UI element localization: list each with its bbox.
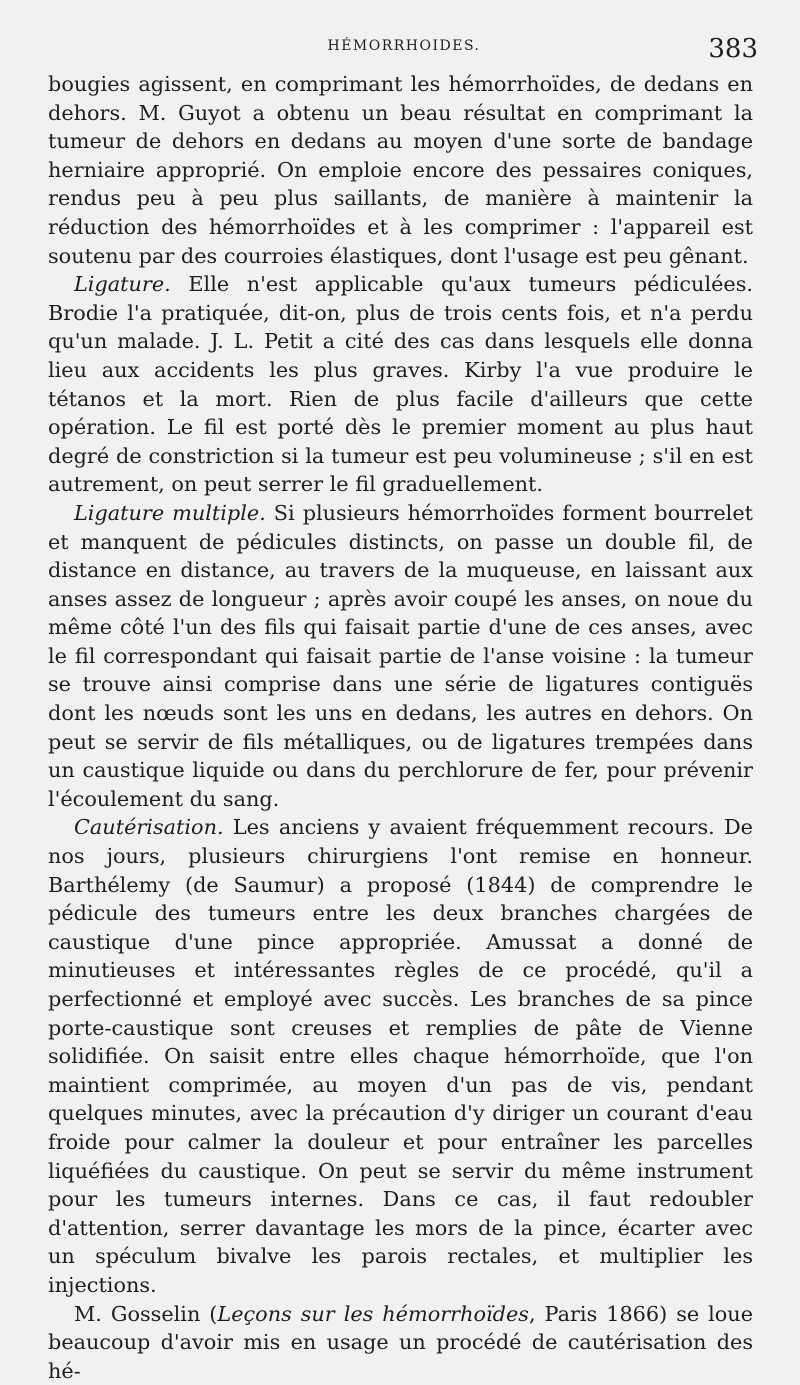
- section-lead: Cautérisation.: [74, 815, 224, 840]
- section-lead: Ligature.: [74, 272, 171, 297]
- paragraph-text: bougies agissent, en comprimant les hémorrhoïdes, de dedans en dehors. M. Guyot a obtenu un beau résultat en comprimant la tumeur de dehors en dedans au moyen d'une sorte de bandage herniaire approprié. On emploie encore des pessaires coniques, rendus peu à peu plus saillants, de manière à maintenir la réduction des hémorrhoïdes et à les comprimer : l'appareil est soutenu par des courroies élastiques, dont l'usage est peu gênant.: [48, 72, 753, 268]
- paragraph-text: Si plusieurs hémorrhoïdes forment bourrelet et manquent de pédicules distincts, on passe un double fil, de distance en distance, au travers de la muqueuse, en laissant aux anses assez de longueur ; après avoir coupé les anses, on noue du même côté l'un des fils qui faisait partie d'une de ces anses, avec le fil correspondant qui faisait partie de l'anse voisine : la tumeur se trouve ainsi comprise dans une série de ligatures contiguës dont les nœuds sont les uns en dedans, les autres en dehors. On peut se servir de fils métalliques, ou de ligatures trempées dans un caustique liquide ou dans du perchlorure de fer, pour prévenir l'écoulement du sang.: [48, 500, 753, 811]
- paragraph: [48, 70, 753, 270]
- paragraph-gosselin: [48, 1300, 753, 1385]
- running-title: HÉMORRHOIDES.: [327, 38, 481, 54]
- page-number: 383: [708, 34, 758, 64]
- running-header: [48, 34, 760, 64]
- paragraph-text: Les anciens y avaient fréquemment recours. De nos jours, plusieurs chirurgiens l'ont remise en honneur. Barthélemy (de Saumur) a proposé (1844) de comprendre le pédicule des tumeurs entre les deux branches chargées de caustique d'une pince appropriée. Amussat a donné de minutieuses et intéressantes règles de ce procédé, qu'il a perfectionné et employé avec succès. Les branches de sa pince porte-caustique sont creuses et remplies de pâte de Vienne solidifiée. On saisit entre elles chaque hémorrhoïde, que l'on maintient comprimée, au moyen d'un pas de vis, pendant quelques minutes, avec la précaution d'y diriger un courant d'eau froide pour calmer la douleur et pour entraîner les parcelles liquéfiées du caustique. On peut se servir du même instrument pour les tumeurs internes. Dans ce cas, il faut redoubler d'attention, serrer davantage les mors de la pince, écarter avec un spéculum bivalve les parois rectales, et multiplier les injections.: [48, 815, 753, 1297]
- text-body: [48, 70, 753, 1385]
- book-title: Leçons sur les hémorrhoïdes: [217, 1301, 529, 1326]
- paragraph-cauterisation: [48, 813, 753, 1299]
- paragraph-text: Elle n'est applicable qu'aux tumeurs pédiculées. Brodie l'a pratiquée, dit-on, plus de trois cents fois, et n'a perdu qu'un malade. J. L. Petit a cité des cas dans lesquels elle donna lieu aux accidents les plus graves. Kirby l'a vue produire le tétanos et la mort. Rien de plus facile d'ailleurs que cette opération. Le fil est porté dès le premier moment au plus haut degré de constriction si la tumeur est peu volumineuse ; s'il en est autrement, on peut serrer le fil graduellement.: [48, 272, 753, 497]
- paragraph-ligature: [48, 270, 753, 499]
- section-lead: Ligature multiple.: [74, 500, 266, 525]
- paragraph-ligature-multiple: [48, 499, 753, 814]
- paragraph-text: , Paris 1866) se loue beaucoup d'avoir mis en usage un procédé de cautérisation des hé-: [48, 1301, 754, 1383]
- paragraph-text: M. Gosselin (: [74, 1301, 218, 1326]
